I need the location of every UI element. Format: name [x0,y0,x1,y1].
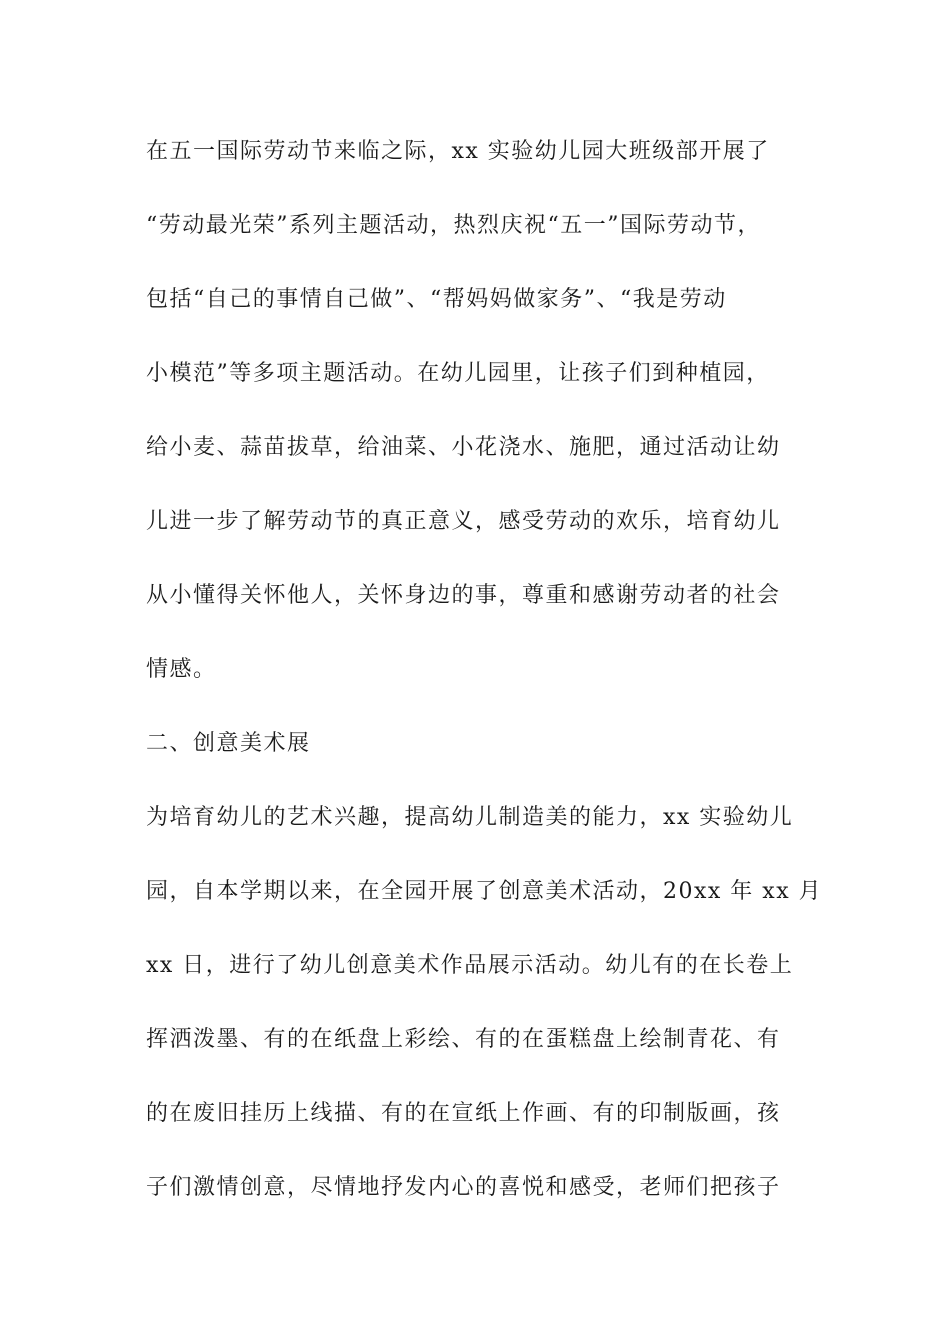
paragraph-line: 情感。 [146,657,217,682]
paragraph-line: 子们激情创意，尽情地抒发内心的喜悦和感受，老师们把孩子 [146,1175,781,1200]
paragraph-line: 挥洒泼墨、有的在纸盘上彩绘、有的在蛋糕盘上绘制青花、有 [146,1027,781,1052]
paragraph-line: 在五一国际劳动节来临之际，xx 实验幼儿园大班级部开展了 [146,139,770,164]
paragraph-line: “劳动最光荣”系列主题活动，热烈庆祝“五一”国际劳动节， [146,213,761,238]
paragraph-line: 园，自本学期以来，在全园开展了创意美术活动，20xx 年 xx 月 [146,879,823,904]
paragraph-line: xx 日，进行了幼儿创意美术作品展示活动。幼儿有的在长卷上 [146,953,794,978]
paragraph-line: 儿进一步了解劳动节的真正意义，感受劳动的欢乐，培育幼儿 [146,509,781,534]
section-heading: 二、创意美术展 [146,731,311,756]
paragraph-line: 给小麦、蒜苗拔草，给油菜、小花浇水、施肥，通过活动让幼 [146,435,781,460]
paragraph-line: 为培育幼儿的艺术兴趣，提高幼儿制造美的能力，xx 实验幼儿 [146,805,794,830]
paragraph-line: 的在废旧挂历上线描、有的在宣纸上作画、有的印制版画，孩 [146,1101,781,1126]
paragraph-line: 从小懂得关怀他人，关怀身边的事，尊重和感谢劳动者的社会 [146,583,781,608]
paragraph-line: 包括“自己的事情自己做”、“帮妈妈做家务”、“我是劳动 [146,287,727,312]
paragraph-line: 小模范”等多项主题活动。在幼儿园里，让孩子们到种植园， [146,361,770,386]
